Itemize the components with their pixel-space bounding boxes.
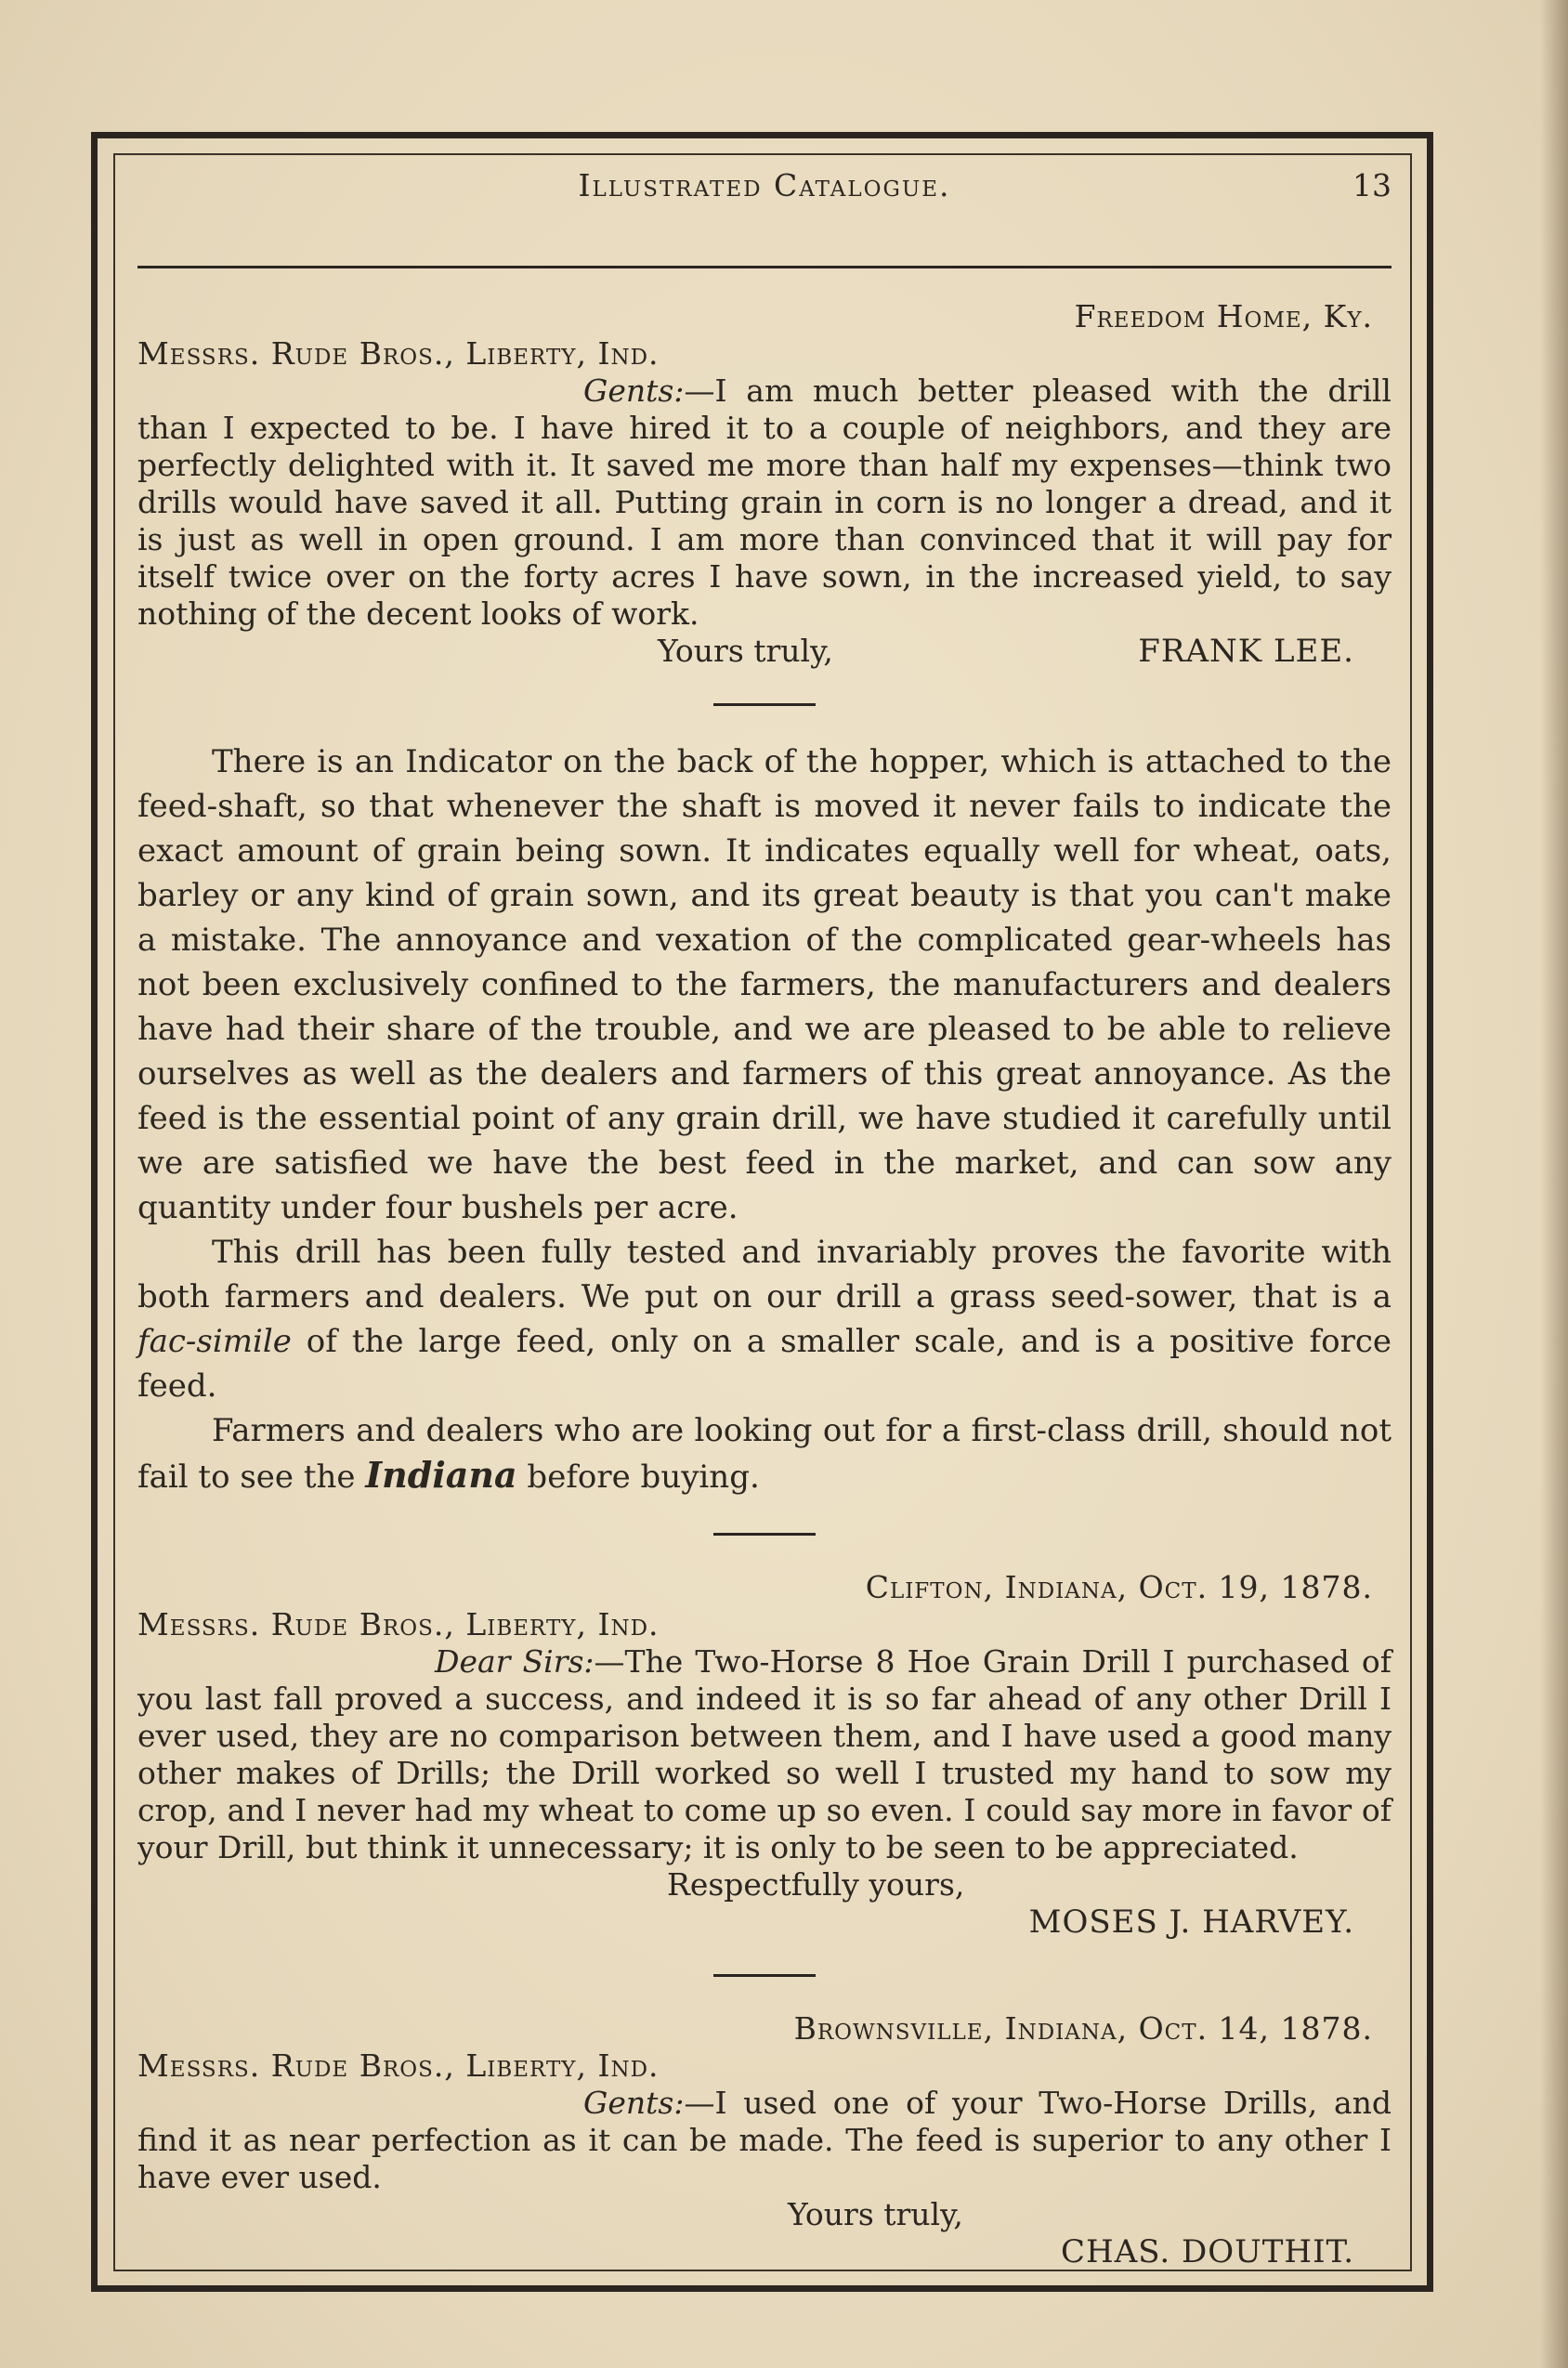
article-paragraph [137, 1408, 1392, 1499]
page-content [137, 167, 1392, 2270]
letter-signoff [137, 633, 1392, 670]
letter-chas-douthit [137, 2010, 1392, 2270]
page-number: 13 [1352, 167, 1392, 203]
article-text: before buying. [516, 1459, 760, 1496]
letter-signature: FRANK LEE. [1138, 633, 1354, 670]
letter-addressee: Messrs. Rude Bros., Liberty, Ind. [137, 1606, 660, 1642]
header-rule [137, 266, 1392, 268]
letter-salutation: Gents: [583, 373, 685, 409]
letter-text: —I am much better pleased with the drill than I expected to be. I have hired it to a couple of neighbors, and they are perfectly delighted with it. It saved me more than half my expenses—think two drills would have saved it all. Putting grain in corn is no longer a dread, and it is just as well in open ground. I am more than convinced that it will pay for itself twice over on the forty acres I have sown, in the increased yield, to say nothing of the decent looks of work. [137, 373, 1392, 632]
running-head [137, 167, 1392, 214]
page-edge-shadow [1540, 0, 1568, 2368]
letter-place: Clifton, Indiana, Oct. 19, 1878. [865, 1569, 1373, 1605]
article-text: of the large feed, only on a smaller scale, and is a positive force feed. [137, 1323, 1392, 1405]
letter-closing: Yours truly, [658, 633, 833, 669]
letter-place: Brownsville, Indiana, Oct. 14, 1878. [793, 2010, 1373, 2047]
letter-closing: Yours truly, [788, 2196, 963, 2232]
article-paragraph: There is an Indicator on the back of the hopper, which is attached to the feed-shaft, so that whenever the shaft is moved it never fails to indicate the exact amount of grain being sown. It indicates equally well for wheat, oats, barley or any kind of grain sown, and its great beauty is that you can't make a mistake. The annoyance and vexation of the complicated gear-wheels has not been exclusively confined to the farmers, the manufacturers and dealers have had their share of the trouble, and we are pleased to be able to relieve ourselves as well as the dealers and farmers of this great annoyance. As the feed is the essential point of any grain drill, we have studied it carefully until we are satisfied we have the best feed in the market, and can sow any quantity under four bushels per acre. [137, 743, 1392, 1226]
letter-place: Freedom Home, Ky. [1074, 298, 1373, 334]
letter-addressee: Messrs. Rude Bros., Liberty, Ind. [137, 2047, 660, 2084]
letter-moses-harvey [137, 1569, 1392, 1941]
letter-signature: CHAS. DOUTHIT. [1061, 2233, 1354, 2270]
section-divider [713, 1533, 816, 1536]
letter-text: —I used one of your Two-Horse Drills, and find it as near perfection as it can be made. The feed is superior to any other I have ever used. [137, 2085, 1392, 2195]
section-divider [713, 1974, 816, 1977]
letter-body [137, 1643, 1392, 1866]
letter-salutation: Gents: [583, 2085, 685, 2121]
brand-name: Indiana [365, 1454, 517, 1496]
letter-body [137, 373, 1392, 633]
article-paragraph [137, 1230, 1392, 1408]
article-body [137, 739, 1392, 1499]
running-head-title: Illustrated Catalogue. [578, 167, 951, 203]
article-text: Farmers and dealers who are looking out for a first-class drill, should not fail to see the [137, 1412, 1392, 1496]
section-divider [713, 703, 816, 706]
letter-body [137, 2085, 1392, 2196]
article-text: This drill has been fully tested and invariably proves the favorite with both farmers and dealers. We put on our drill a grass seed-sower, that is a [137, 1234, 1392, 1315]
letter-signature: MOSES J. HARVEY. [1028, 1904, 1354, 1941]
letter-addressee: Messrs. Rude Bros., Liberty, Ind. [137, 335, 660, 372]
letter-closing: Respectfully yours, [667, 1866, 965, 1903]
letter-text: —The Two-Horse 8 Hoe Grain Drill I purchased of you last fall proved a success, and indeed it is so far ahead of any other Drill I ever used, they are no comparison between them, and I have used a good many other makes of Drills; the Drill worked so well I trusted my hand to sow my crop, and I never had my wheat to come up so even. I could say more in favor of your Drill, but think it unnecessary; it is only to be seen to be appreciated. [137, 1643, 1392, 1865]
letter-salutation: Dear Sirs: [435, 1643, 595, 1680]
article-italic-text: fac-simile [137, 1323, 292, 1360]
letter-frank-lee [137, 298, 1392, 670]
